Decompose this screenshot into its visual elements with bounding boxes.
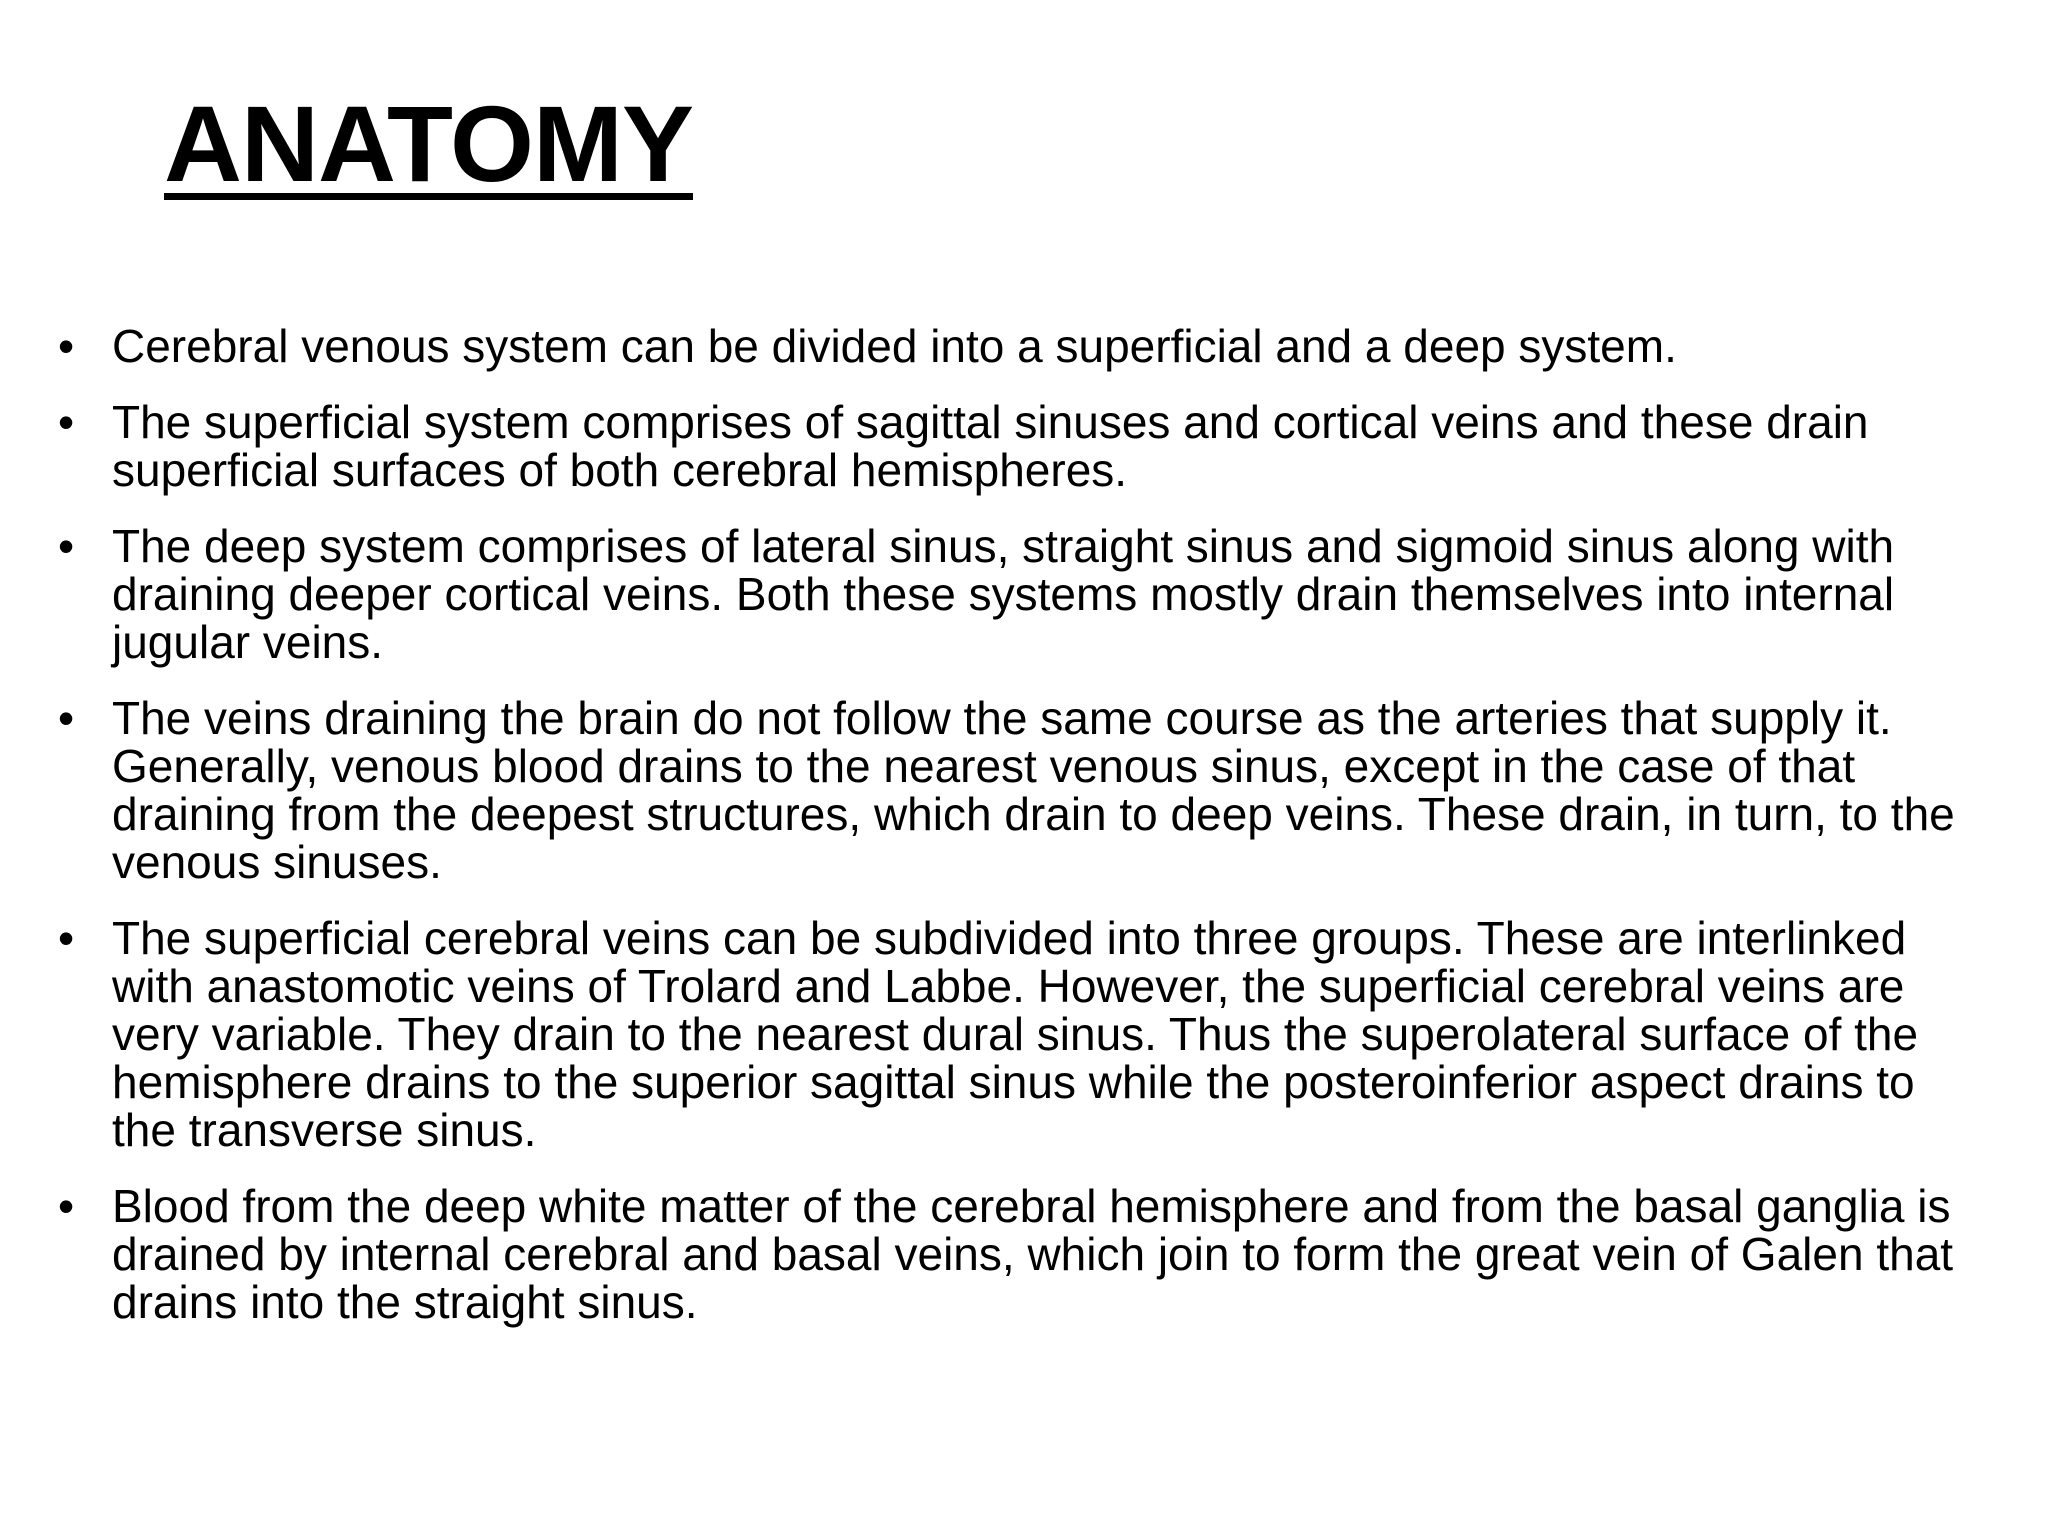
bullet-item [58, 694, 1958, 886]
bullet-text: The superficial cerebral veins can be subdivided into three groups. These are interlinked with anastomotic veins of Trolard and Labbe. However, the superficial cerebral veins are very variable. They drain to the nearest dural sinus. Thus the superolateral surface of the hemisphere drains to the superior sagittal sinus while the posteroinferior aspect drains to the transverse sinus. [112, 912, 1919, 1156]
slide-title: ANATOMY [164, 83, 693, 204]
bullet-marker: • [58, 320, 75, 372]
bullet-text: Blood from the deep white matter of the cerebral hemisphere and from the basal ganglia is drained by internal cerebral and basal veins, which join to form the great vein of Galen that drains into the straight sinus. [112, 1180, 1954, 1328]
bullet-text: Cerebral venous system can be divided into a superficial and a deep system. [112, 320, 1677, 372]
bullet-marker: • [58, 692, 75, 744]
bullet-marker: • [58, 520, 75, 572]
bullet-text: The veins draining the brain do not follow the same course as the arteries that supply it. Generally, venous blood drains to the nearest venous sinus, except in the case of that draining from the deepest structures, which drain to deep veins. These drain, in turn, to the venous sinuses. [112, 692, 1955, 888]
bullet-item [58, 398, 1958, 494]
bullet-text: The deep system comprises of lateral sinus, straight sinus and sigmoid sinus along with draining deeper cortical veins. Both these systems mostly drain themselves into internal jugular veins. [112, 520, 1895, 668]
bullet-item [58, 322, 1958, 370]
bullet-marker: • [58, 396, 75, 448]
bullet-list [58, 322, 1958, 1354]
bullet-item [58, 914, 1958, 1154]
bullet-marker: • [58, 1180, 75, 1232]
bullet-item [58, 1182, 1958, 1326]
bullet-marker: • [58, 912, 75, 964]
bullet-item [58, 522, 1958, 666]
bullet-text: The superficial system comprises of sagittal sinuses and cortical veins and these drain superficial surfaces of both cerebral hemispheres. [112, 396, 1869, 496]
